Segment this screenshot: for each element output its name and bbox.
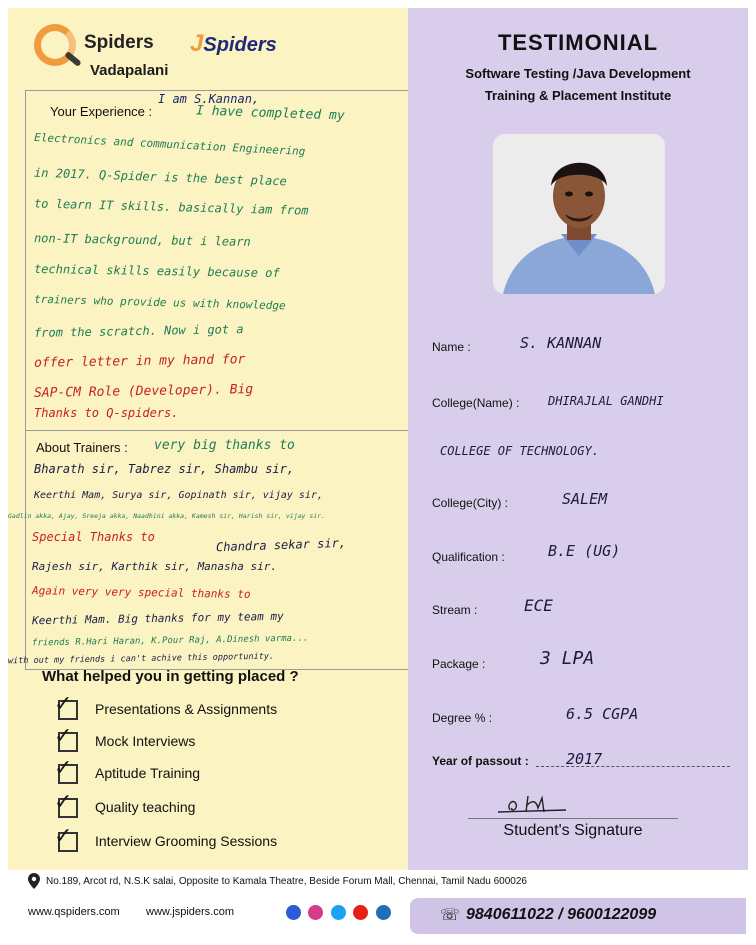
name-value: S. KANNAN bbox=[520, 334, 602, 352]
signature-label: Student's Signature bbox=[503, 822, 643, 839]
footer-website-qspiders[interactable]: www.qspiders.com bbox=[28, 906, 120, 918]
trainers-line: very big thanks to bbox=[154, 438, 295, 453]
trainers-line: Rajesh sir, Karthik sir, Manasha sir. bbox=[32, 560, 278, 573]
twitter-icon[interactable] bbox=[331, 905, 346, 920]
name-label: Name : bbox=[432, 340, 471, 354]
experience-line: I have completed my bbox=[195, 103, 345, 124]
college-name-value: DHIRAJLAL GANDHI bbox=[548, 394, 664, 408]
experience-line: in 2017. Q-Spider is the best place bbox=[33, 165, 288, 189]
year-of-passout-label: Year of passout : bbox=[432, 754, 529, 768]
degree-value: 6.5 CGPA bbox=[566, 705, 639, 723]
brand-name-jspiders: JSpiders bbox=[190, 30, 277, 57]
experience-line: Electronics and communication Engineering bbox=[33, 130, 306, 159]
brand-name-qspiders: Spiders bbox=[84, 32, 154, 53]
instagram-icon[interactable] bbox=[308, 905, 323, 920]
qualification-label: Qualification : bbox=[432, 550, 505, 564]
checklist-label: Aptitude Training bbox=[95, 765, 201, 781]
experience-line: offer letter in my hand for bbox=[33, 352, 246, 371]
linkedin-icon[interactable] bbox=[376, 905, 391, 920]
checklist-label: Presentations & Assignments bbox=[95, 701, 278, 717]
check-mark-icon: ✓ bbox=[54, 724, 73, 749]
student-photo bbox=[493, 134, 665, 294]
experience-line: trainers who provide us with knowledge bbox=[33, 292, 286, 313]
facebook-icon[interactable] bbox=[286, 905, 301, 920]
checklist-label: Quality teaching bbox=[95, 799, 196, 815]
brand-logo bbox=[34, 22, 294, 82]
experience-label: Your Experience : bbox=[50, 104, 153, 119]
student-avatar-icon bbox=[493, 134, 665, 294]
degree-label: Degree % : bbox=[432, 711, 493, 725]
social-icons bbox=[286, 905, 394, 921]
package-value: 3 LPA bbox=[540, 648, 595, 669]
experience-line: Thanks to Q-spiders. bbox=[34, 406, 179, 420]
experience-line: non-IT background, but i learn bbox=[33, 231, 251, 249]
experience-line: technical skills easily because of bbox=[33, 261, 280, 281]
stream-value: ECE bbox=[524, 596, 553, 615]
experience-line: I am S.Kannan, bbox=[158, 92, 260, 106]
check-mark-icon: ✓ bbox=[54, 756, 73, 781]
passout-underline bbox=[536, 766, 730, 767]
qualification-value: B.E (UG) bbox=[548, 542, 621, 560]
placement-question: What helped you in getting placed ? bbox=[42, 668, 299, 685]
youtube-icon[interactable] bbox=[353, 905, 368, 920]
location-pin-icon bbox=[28, 873, 40, 889]
signature-line bbox=[468, 818, 678, 819]
phone-numbers[interactable]: 9840611022 / 9600122099 bbox=[466, 906, 657, 923]
trainers-line: Keerthi Mam, Surya sir, Gopinath sir, vijay sir, bbox=[34, 490, 323, 501]
trainers-line: Gadlin akka, Ajay, Sreeja akka, Naadhini akka, Kamesh sir, Harish sir, vijay sir. bbox=[8, 512, 325, 520]
year-of-passout-value: 2017 bbox=[566, 750, 603, 768]
experience-line: to learn IT skills. basically iam from bbox=[33, 196, 309, 218]
brand-city: Vadapalani bbox=[90, 62, 169, 79]
phone-icon: ☏ bbox=[440, 907, 461, 924]
footer-website-jspiders[interactable]: www.jspiders.com bbox=[146, 906, 235, 918]
trainers-line: Bharath sir, Tabrez sir, Shambu sir, bbox=[34, 462, 295, 476]
checklist-label: Mock Interviews bbox=[95, 733, 196, 749]
footer-address: No.189, Arcot rd, N.S.K salai, Opposite to Kamala Theatre, Beside Forum Mall, Chennai, Tamil Nadu 600026 bbox=[46, 876, 527, 887]
stream-label: Stream : bbox=[432, 603, 478, 617]
trainers-line: Again very very special thanks to bbox=[31, 584, 251, 601]
checklist-label: Interview Grooming Sessions bbox=[95, 833, 278, 849]
trainers-label: About Trainers : bbox=[36, 440, 128, 455]
college-city-label: College(City) : bbox=[432, 496, 509, 510]
trainers-line: Keerthi Mam. Big thanks for my team my bbox=[31, 609, 284, 628]
subtitle-line2: Training & Placement Institute bbox=[484, 88, 672, 103]
check-mark-icon: ✓ bbox=[54, 790, 73, 815]
trainers-line: friends R.Hari Haran, K.Pour Raj, A.Dinesh varma... bbox=[31, 633, 309, 649]
experience-line: from the scratch. Now i got a bbox=[33, 322, 244, 340]
experience-line: SAP-CM Role (Developer). Big bbox=[33, 382, 254, 401]
trainers-line: Chandra sekar sir, bbox=[215, 535, 347, 555]
subtitle-line1: Software Testing /Java Development bbox=[465, 66, 691, 81]
college-name-label: College(Name) : bbox=[432, 396, 520, 410]
check-mark-icon: ✓ bbox=[54, 692, 73, 717]
college-name-value-line2: COLLEGE OF TECHNOLOGY. bbox=[440, 444, 599, 458]
trainers-line: with out my friends i can't achive this opportunity. bbox=[7, 651, 275, 667]
college-city-value: SALEM bbox=[562, 490, 608, 508]
check-mark-icon: ✓ bbox=[54, 824, 73, 849]
trainers-line: Special Thanks to bbox=[32, 530, 155, 544]
signature-scribble-icon bbox=[496, 790, 576, 818]
page-title: TESTIMONIAL bbox=[497, 30, 659, 55]
package-label: Package : bbox=[432, 657, 486, 671]
